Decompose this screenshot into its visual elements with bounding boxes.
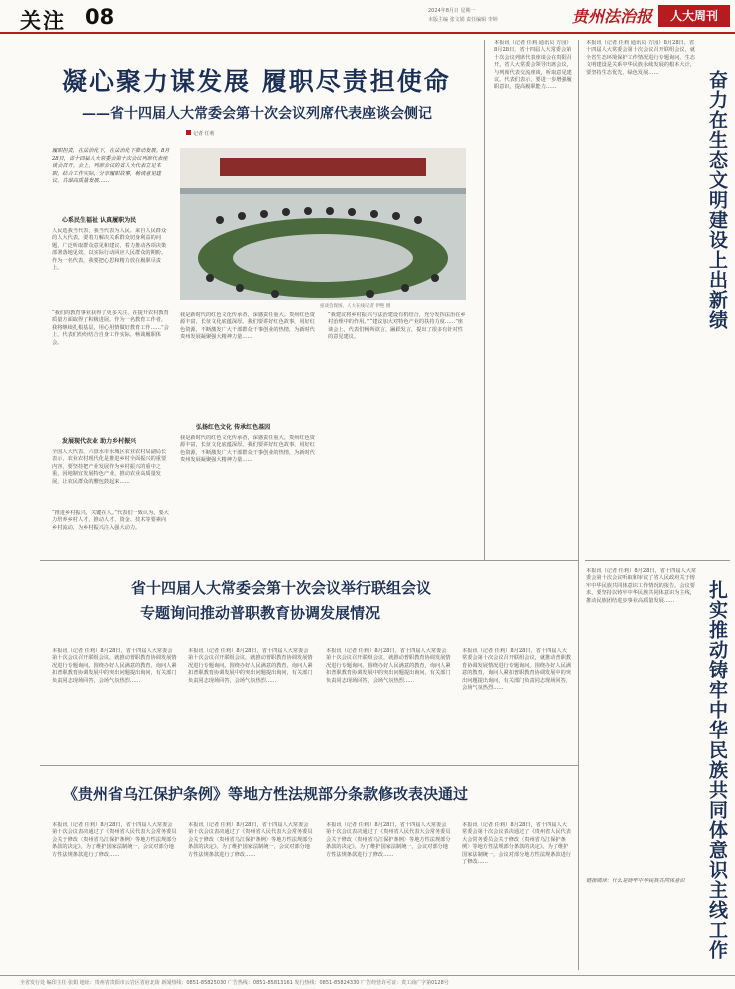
body-text: 本报讯（记者 任莉 通讯员 方园）8月28日，省十四届人大常委会第十次会议列席代表座谈会在贵阳召开。省人大常委会领导出席会议，与列席代表交流座谈，听取意见建议。代表们表示，要进一步增强履职意识，提高履职能力……: [494, 40, 572, 91]
side-body-1: 本报讯（记者 任莉 通讯员 方园）8月28日，省十四届人大常委会第十次会议召开联组会议，就全省生态环境保护工作情况进行专题询问。生态文明建设是关系中华民族永续发展的根本大计，要坚持生态优先、绿色发展……: [586, 40, 695, 76]
photo-caption: 座谈会现场。人大在线记者 伊艳 摄: [320, 304, 391, 309]
page-header: [0, 0, 735, 34]
section-rule: [40, 765, 578, 766]
side-note: 链接阅读：什么是铸牢中华民族共同体意识: [586, 878, 685, 884]
headline-2-line1: 省十四届人大常委会第十次会议举行联组会议: [131, 579, 432, 597]
page-footer: 全省发行处 编印主任 张娟 地址：贵州省贵阳市云岩区省府北街 新闻热线：0851-85825030 广告热线：0851-85813161 发行热线：0851-85824330 广告经营许可证：贵工商广字第0128号: [0, 975, 735, 989]
section-rule: [585, 560, 730, 561]
subheading: 发展现代农业 助力乡村振兴: [62, 438, 137, 445]
body-text: 本报讯（记者 任莉）8月28日，省十四届人大常委会第十次会议召开联组会议，就推动普职教育协调发展情况进行专题询问。围绕办好人民满意的教育，询问人紧扣普职教育协调发展中的突出问题提出询问，有关部门负责同志现场回答，会场气氛热烈……: [462, 648, 571, 692]
page-number: 08: [85, 5, 115, 29]
body-text: “推进乡村振兴，关键在人。”代表们一致认为，要大力培养乡村人才，推动人才、资金、技术等要素向乡村流动，为乡村振兴注入强大动力。: [52, 510, 169, 531]
editor-line: 本版主编 张文娟 责任编辑 李婷: [428, 17, 498, 23]
subheading: 心系民生福祉 认真履职为民: [62, 217, 137, 224]
side-body-2: 本报讯（记者 任莉）8月28日，省十四届人大常委会第十次会议听取和审议了省人民政府关于铸牢中华民族共同体意识工作情况的报告。会议要求，要坚持以铸牢中华民族共同体意识为主线，推动民族团结进步事业高质量发展……: [586, 568, 697, 604]
byline: 记者 任莉: [186, 130, 215, 137]
body-text: 人民选我当代表，我当代表为人民。来自人民群众的人大代表，要着力解决关系群众切身利益的问题，广泛听取群众意见和建议，着力推动各项决策部署落地见效，以实际行动回应人民群众的期盼。作为一名代表，我要把心思和精力放在履职尽责上。: [52, 228, 167, 272]
headline-sub: ——省十四届人大常委会第十次会议列席代表座谈会侧记: [82, 106, 432, 122]
column-badge: 人大周刊: [658, 5, 730, 27]
issue-date: 2024年8月日 星期一: [428, 8, 476, 14]
side-headline-2: 扎实推动铸牢中华民族共同体意识主线工作: [706, 580, 728, 960]
headline-main: 凝心聚力谋发展 履职尽责担使命: [62, 67, 451, 96]
newspaper-logo: 贵州法治报: [572, 7, 653, 26]
side-headline-1: 奋力在生态文明建设上出新绩: [706, 70, 728, 330]
headline-3: 《贵州省乌江保护条例》等地方性法规部分条款修改表决通过: [63, 785, 469, 803]
section-rule: [40, 560, 578, 561]
body-text: “我们的教育事业获得了更多关注，在提升农村教育质量方面取得了积极进展。作为一名教育工作者，我将继续扎根基层，用心用情做好教育工作……”会上，代表们纷纷结合自身工作实际，畅谈履职体会。: [52, 310, 169, 346]
body-text: 我是新时代的红色文化传承者，深感责任重大。贵州红色资源丰富，长征文化底蕴深厚。我们要讲好红色故事，用好红色资源，不断激发广大干部群众干事创业的热情，为新时代贵州发展凝聚强大精神力量……: [180, 312, 315, 341]
body-text: 本报讯（记者 任莉）8月28日，省十四届人大常委会第十次会议表决通过了《贵州省人民代表大会常务委员会关于修改〈贵州省乌江保护条例〉等地方性法规部分条款的决定》。为了维护国家法制统一，会议对部分地方性法规条款进行了修改……: [188, 822, 313, 858]
body-text: 本报讯（记者 任莉）8月28日，省十四届人大常委会第十次会议召开联组会议，就推动普职教育协调发展情况进行专题询问。围绕办好人民满意的教育，询问人紧扣普职教育协调发展中的突出问题提出询问，有关部门负责同志现场回答，会场气氛热烈……: [326, 648, 451, 684]
headline-2-line2: 专题询问推动普职教育协调发展情况: [140, 604, 381, 622]
body-text: 本报讯（记者 任莉）8月28日，省十四届人大常委会第十次会议召开联组会议，就推动普职教育协调发展情况进行专题询问。围绕办好人民满意的教育，询问人紧扣普职教育协调发展中的突出问题提出询问，有关部门负责同志现场回答，会场气氛热烈……: [52, 648, 177, 684]
body-text: 本报讯（记者 任莉）8月28日，省十四届人大常委会第十次会议表决通过了《贵州省人民代表大会常务委员会关于修改〈贵州省乌江保护条例〉等地方性法规部分条款的决定》。为了维护国家法制统一，会议对部分地方性法规条款进行了修改……: [462, 822, 571, 866]
subheading: 弘扬红色文化 传承红色基因: [196, 424, 271, 431]
side-divider: [578, 40, 579, 970]
body-text: 全国人大代表、六盘水市水城区农业农村局副局长表示，农业农村现代化是推进乡村全面振兴的重要内容，要坚持把产业发展作为乡村振兴的重中之重，因地制宜发展特色产业，推动农业高质量发展，让农民群众的腰包鼓起来……: [52, 449, 167, 485]
body-text: 本报讯（记者 任莉）8月28日，省十四届人大常委会第十次会议表决通过了《贵州省人民代表大会常务委员会关于修改〈贵州省乌江保护条例〉等地方性法规部分条款的决定》。为了维护国家法制统一，会议对部分地方性法规条款进行了修改……: [52, 822, 177, 858]
body-text: 本报讯（记者 任莉）8月28日，省十四届人大常委会第十次会议表决通过了《贵州省人民代表大会常务委员会关于修改〈贵州省乌江保护条例〉等地方性法规部分条款的决定》。为了维护国家法制统一，会议对部分地方性法规条款进行了修改……: [326, 822, 451, 858]
column-divider: [484, 40, 485, 560]
body-text: 我是新时代的红色文化传承者，深感责任重大。贵州红色资源丰富，长征文化底蕴深厚。我们要讲好红色故事，用好红色资源，不断激发广大干部群众干事创业的热情，为新时代贵州发展凝聚强大精神力量……: [180, 435, 315, 464]
lead-paragraph: 履职担责，在法治化下，在法治化下推动发展。8月28日，省十四届人大常委会第十次会议列席代表座谈会召开。会上，列席会议的省人大代表立足本职，结合工作实际，分享履职故事，畅谈意见建议，共谋高质量发展……: [52, 148, 170, 185]
body-text: 本报讯（记者 任莉）8月28日，省十四届人大常委会第十次会议召开联组会议，就推动普职教育协调发展情况进行专题询问。围绕办好人民满意的教育，询问人紧扣普职教育协调发展中的突出问题提出询问，有关部门负责同志现场回答，会场气氛热烈……: [188, 648, 313, 684]
section-title: 关注: [20, 9, 66, 33]
body-text: “我建议将乡村振兴与法治建设有机结合，充分发挥法治在乡村治理中的作用。”“建议加大对特色产业的扶持力度……”座谈会上，代表们畅所欲言，踊跃发言，提出了很多有针对性的意见建议。: [328, 312, 466, 341]
meeting-photo: [180, 148, 466, 300]
